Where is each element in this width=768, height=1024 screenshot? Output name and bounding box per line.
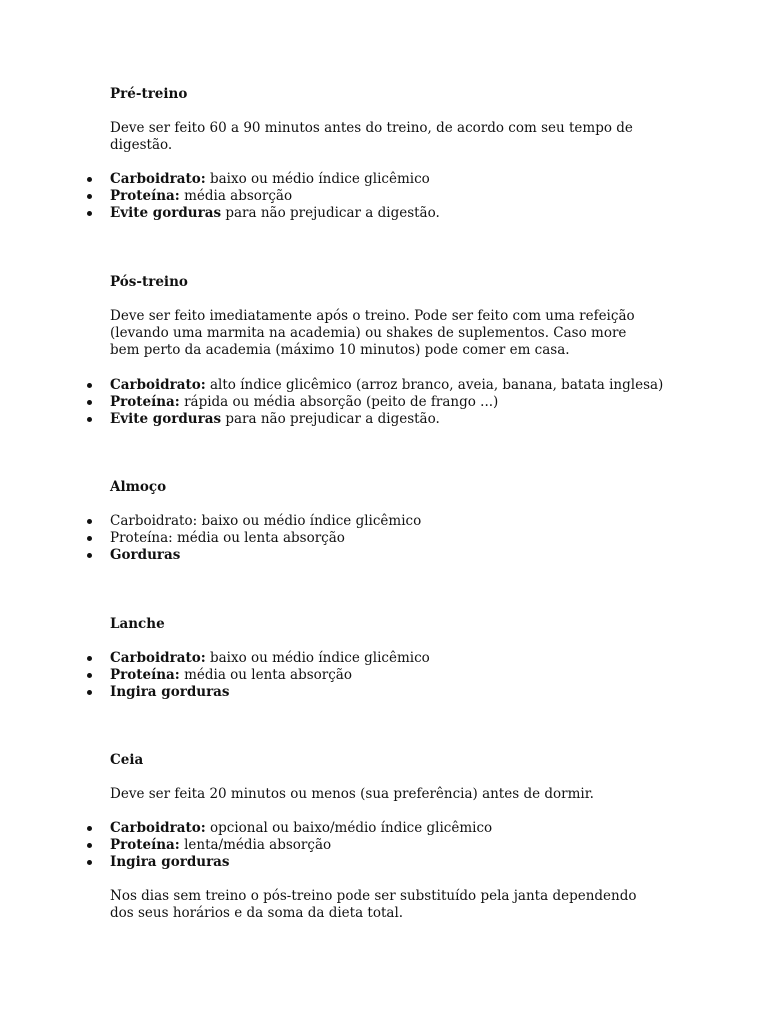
- section-title-ceia: Ceia: [110, 752, 144, 768]
- section-paragraph-pos-treino: Deve ser feito imediatamente após o treino. Pode ser feito com uma refeição (levando uma marmita na academia) ou shakes de suplementos. Caso more bem perto da academia (máximo 10 minutos) pode comer em casa.: [110, 308, 635, 358]
- bullet-icon: [87, 417, 92, 422]
- list-item: Ingira gorduras: [0, 854, 492, 871]
- bullet-icon: [87, 826, 92, 831]
- bullet-icon: [87, 383, 92, 388]
- list-item: Proteína: média ou lenta absorção: [0, 667, 430, 684]
- bullet-icon: [87, 536, 92, 541]
- list-item: Gorduras: [0, 547, 421, 564]
- bullet-icon: [87, 194, 92, 199]
- bullet-list-lanche: [0, 650, 430, 701]
- bullet-list-ceia: [0, 820, 492, 871]
- list-item: Evite gorduras para não prejudicar a digestão.: [0, 411, 663, 428]
- list-item: Carboidrato: alto índice glicêmico (arroz branco, aveia, banana, batata inglesa): [0, 377, 663, 394]
- bullet-icon: [87, 656, 92, 661]
- list-item: Carboidrato: baixo ou médio índice glicêmico: [0, 171, 440, 188]
- list-item: Evite gorduras para não prejudicar a digestão.: [0, 205, 440, 222]
- section-title-pos-treino: Pós-treino: [110, 274, 188, 290]
- list-item: Proteína: lenta/média absorção: [0, 837, 492, 854]
- list-item: Carboidrato: baixo ou médio índice glicêmico: [0, 650, 430, 667]
- list-item: Proteína: rápida ou média absorção (peito de frango ...): [0, 394, 663, 411]
- bullet-list-pos-treino: [0, 377, 663, 428]
- bullet-list-pre-treino: [0, 171, 440, 222]
- bullet-list-almoco: [0, 513, 421, 564]
- section-paragraph-pre-treino: Deve ser feito 60 a 90 minutos antes do treino, de acordo com seu tempo de digestão.: [110, 120, 633, 153]
- bullet-icon: [87, 673, 92, 678]
- bullet-icon: [87, 519, 92, 524]
- list-item: Carboidrato: baixo ou médio índice glicêmico: [0, 513, 421, 530]
- ceia-note: Nos dias sem treino o pós-treino pode ser substituído pela janta dependendo dos seus horários e da soma da dieta total.: [110, 888, 637, 921]
- bullet-icon: [87, 177, 92, 182]
- bullet-icon: [87, 553, 92, 558]
- list-item: Ingira gorduras: [0, 684, 430, 701]
- bullet-icon: [87, 400, 92, 405]
- section-paragraph-ceia: Deve ser feita 20 minutos ou menos (sua preferência) antes de dormir.: [110, 786, 594, 802]
- bullet-icon: [87, 860, 92, 865]
- bullet-icon: [87, 211, 92, 216]
- section-title-almoco: Almoço: [110, 479, 167, 495]
- section-title-pre-treino: Pré-treino: [110, 86, 188, 102]
- list-item: Proteína: média ou lenta absorção: [0, 530, 421, 547]
- bullet-icon: [87, 690, 92, 695]
- bullet-icon: [87, 843, 92, 848]
- list-item: Carboidrato: opcional ou baixo/médio índice glicêmico: [0, 820, 492, 837]
- list-item: Proteína: média absorção: [0, 188, 440, 205]
- section-title-lanche: Lanche: [110, 616, 165, 632]
